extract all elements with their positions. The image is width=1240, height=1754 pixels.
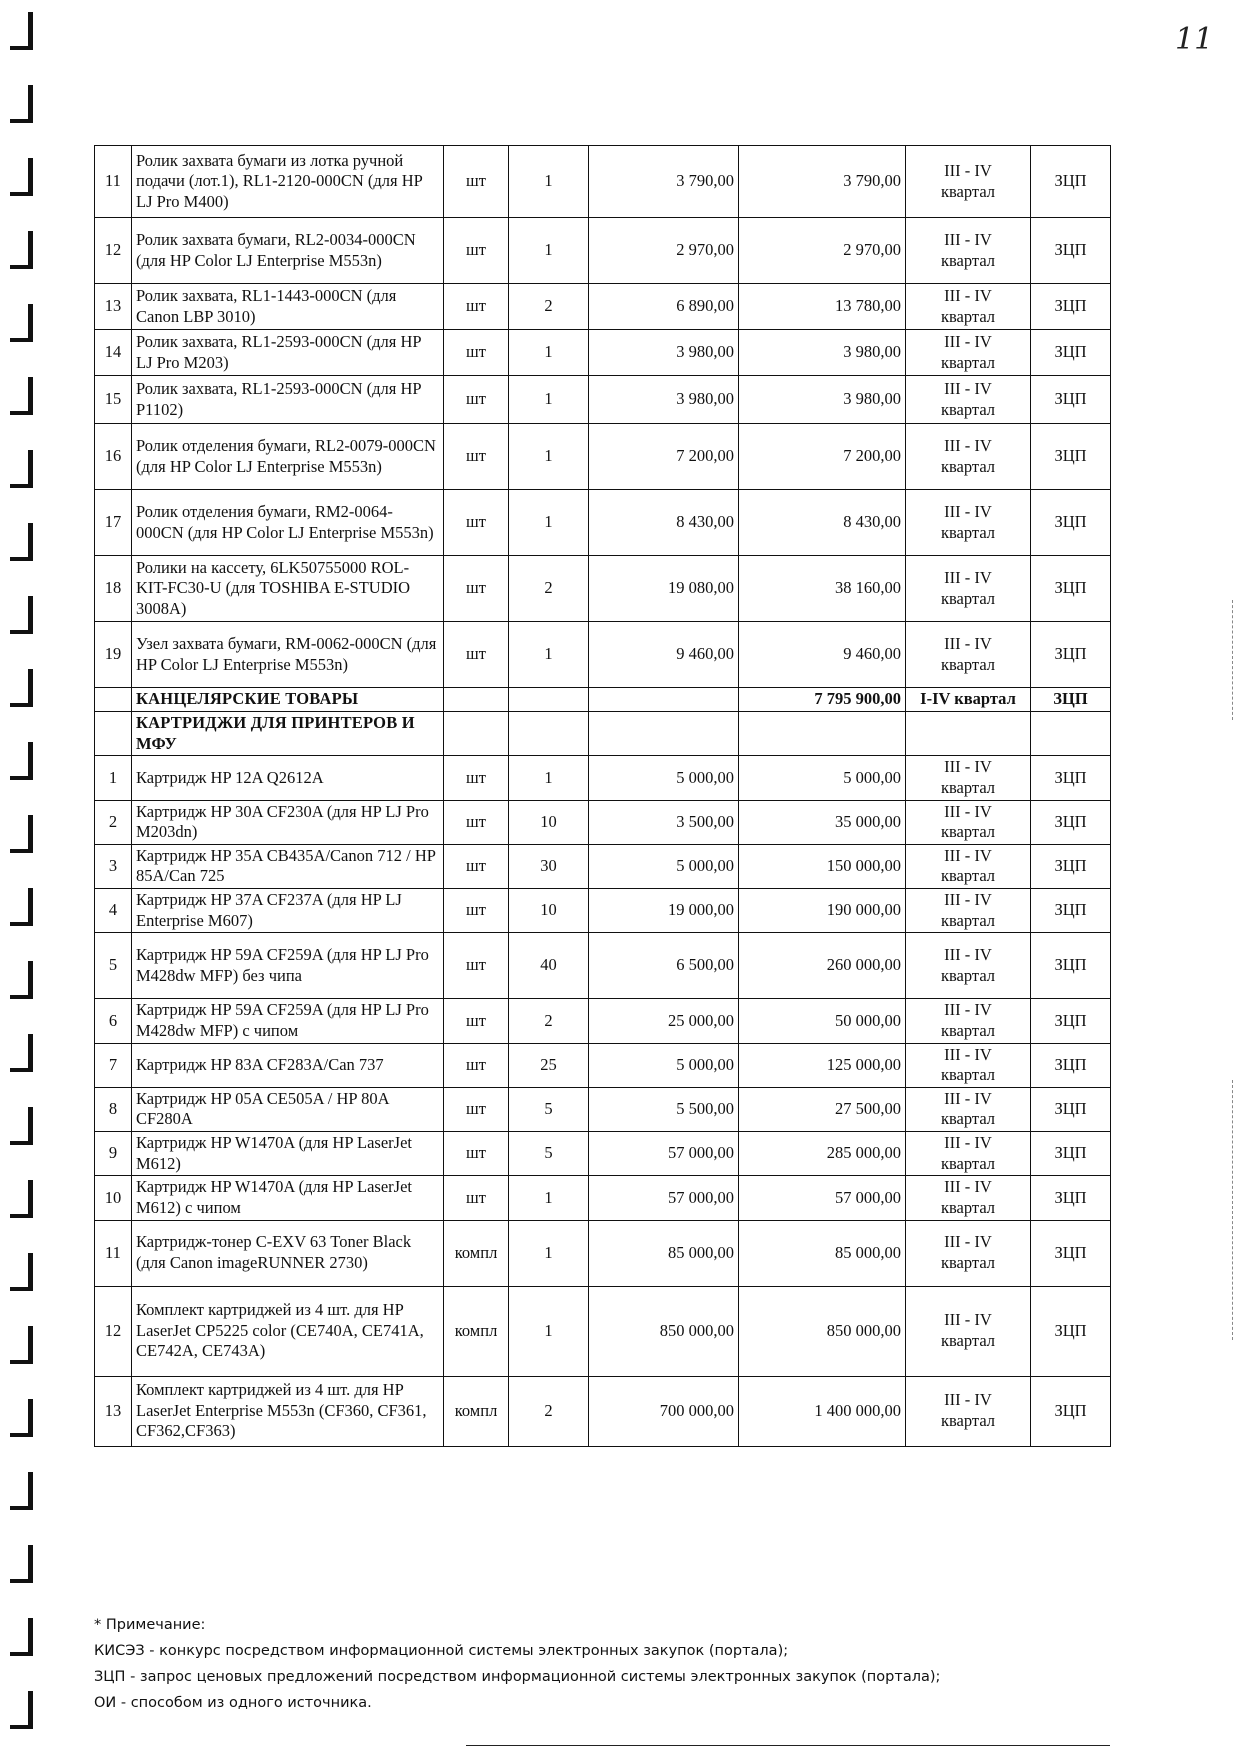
quantity: 1	[509, 146, 589, 218]
unit: шт	[444, 933, 509, 999]
row-number: 9	[95, 1132, 132, 1176]
scan-artifact	[1232, 1080, 1235, 1340]
table-row	[95, 330, 1111, 376]
period-line: квартал	[940, 1109, 996, 1129]
period-line: III - IV	[944, 378, 992, 398]
quantity: 1	[509, 622, 589, 688]
binding-mark	[10, 85, 33, 123]
item-name: КАНЦЕЛЯРСКИЕ ТОВАРЫ	[132, 688, 444, 712]
period	[906, 424, 1031, 490]
period	[906, 1286, 1031, 1376]
period-line: квартал	[940, 456, 996, 476]
period-line: квартал	[940, 1020, 996, 1040]
row-number	[95, 712, 132, 756]
unit-price: 6 890,00	[589, 284, 739, 330]
period-line: квартал	[940, 352, 996, 372]
quantity: 1	[509, 218, 589, 284]
item-name: Картридж HP 83A CF283A/Can 737	[132, 1043, 444, 1087]
period-line: III - IV	[944, 229, 992, 249]
binding-mark	[10, 158, 33, 196]
total-amount: 285 000,00	[739, 1132, 906, 1176]
notes-title: * Примечание:	[94, 1617, 206, 1633]
unit: шт	[444, 622, 509, 688]
unit: шт	[444, 1132, 509, 1176]
unit-price: 3 790,00	[589, 146, 739, 218]
unit-price: 25 000,00	[589, 999, 739, 1043]
period	[906, 376, 1031, 424]
item-name: КАРТРИДЖИ ДЛЯ ПРИНТЕРОВ И МФУ	[132, 712, 444, 756]
period-line: квартал	[940, 399, 996, 419]
period-line: квартал	[940, 1197, 996, 1217]
unit: шт	[444, 1043, 509, 1087]
page-number: 11	[1175, 22, 1214, 57]
binding-mark	[10, 12, 33, 50]
row-number	[95, 688, 132, 712]
procurement-method: ЗЦП	[1031, 218, 1111, 284]
row-number: 8	[95, 1087, 132, 1131]
quantity: 1	[509, 330, 589, 376]
unit-price: 850 000,00	[589, 1286, 739, 1376]
table-row	[95, 1132, 1111, 1176]
item-name: Ролик отделения бумаги, RL2-0079-000CN (для HP Color LJ Enterprise M553n)	[132, 424, 444, 490]
period	[906, 1220, 1031, 1286]
row-number: 6	[95, 999, 132, 1043]
unit-price: 5 000,00	[589, 1043, 739, 1087]
quantity: 30	[509, 844, 589, 888]
binding-mark	[10, 815, 33, 853]
table-row	[95, 556, 1111, 622]
item-name: Комплект картриджей из 4 шт. для HP LaserJet CP5225 color (CE740A, CE741A, CE742A, CE743A)	[132, 1286, 444, 1376]
row-number: 11	[95, 146, 132, 218]
total-amount: 260 000,00	[739, 933, 906, 999]
binding-mark	[10, 1691, 33, 1729]
procurement-method: ЗЦП	[1031, 424, 1111, 490]
total-amount: 35 000,00	[739, 800, 906, 844]
period-line: III - IV	[944, 1088, 992, 1108]
total-amount: 50 000,00	[739, 999, 906, 1043]
binding-mark	[10, 1472, 33, 1510]
table-row	[95, 218, 1111, 284]
quantity: 1	[509, 1176, 589, 1220]
quantity: 10	[509, 800, 589, 844]
period-line: квартал	[940, 910, 996, 930]
period-line: III - IV	[944, 945, 992, 965]
item-name: Картридж HP 37A CF237A (для HP LJ Enterprise M607)	[132, 889, 444, 933]
procurement-table	[94, 145, 1111, 1447]
period-line: квартал	[940, 522, 996, 542]
unit-price: 7 200,00	[589, 424, 739, 490]
procurement-method: ЗЦП	[1031, 330, 1111, 376]
scan-artifact	[1232, 600, 1235, 720]
binding-mark	[10, 961, 33, 999]
period	[906, 756, 1031, 800]
unit: шт	[444, 889, 509, 933]
procurement-method: ЗЦП	[1031, 1376, 1111, 1446]
period-line: квартал	[940, 306, 996, 326]
unit-price: 6 500,00	[589, 933, 739, 999]
unit-price	[589, 688, 739, 712]
unit-price: 3 980,00	[589, 330, 739, 376]
unit-price	[589, 712, 739, 756]
bottom-rule	[466, 1745, 1110, 1746]
unit: шт	[444, 1176, 509, 1220]
procurement-method	[1031, 712, 1111, 756]
unit: шт	[444, 284, 509, 330]
unit-price: 5 000,00	[589, 756, 739, 800]
period-line: III - IV	[944, 435, 992, 455]
quantity: 10	[509, 889, 589, 933]
total-amount: 38 160,00	[739, 556, 906, 622]
section-row	[95, 712, 1111, 756]
unit: шт	[444, 218, 509, 284]
total-amount: 125 000,00	[739, 1043, 906, 1087]
period	[906, 1087, 1031, 1131]
row-number: 2	[95, 800, 132, 844]
item-name: Ролики на кассету, 6LK50755000 ROL-KIT-FC30-U (для TOSHIBA E-STUDIO 3008A)	[132, 556, 444, 622]
total-amount: 190 000,00	[739, 889, 906, 933]
period	[906, 1376, 1031, 1446]
binding-mark	[10, 450, 33, 488]
period-line: квартал	[940, 654, 996, 674]
unit-price: 9 460,00	[589, 622, 739, 688]
table-row	[95, 756, 1111, 800]
row-number: 1	[95, 756, 132, 800]
unit: шт	[444, 756, 509, 800]
binding-mark	[10, 596, 33, 634]
period-line: III - IV	[944, 1310, 992, 1330]
procurement-method: ЗЦП	[1031, 933, 1111, 999]
item-name: Ролик захвата бумаги из лотка ручной подачи (лот.1), RL1-2120-000CN (для HP LJ Pro M400)	[132, 146, 444, 218]
unit: шт	[444, 376, 509, 424]
period-line: квартал	[940, 866, 996, 886]
procurement-method: ЗЦП	[1031, 1132, 1111, 1176]
unit-price: 700 000,00	[589, 1376, 739, 1446]
period	[906, 712, 1031, 756]
period	[906, 1132, 1031, 1176]
binding-mark	[10, 523, 33, 561]
row-number: 13	[95, 284, 132, 330]
procurement-method: ЗЦП	[1031, 376, 1111, 424]
item-name: Ролик захвата, RL1-2593-000CN (для HP P1102)	[132, 376, 444, 424]
total-amount: 5 000,00	[739, 756, 906, 800]
unit-price: 3 980,00	[589, 376, 739, 424]
total-amount: 3 980,00	[739, 376, 906, 424]
row-number: 11	[95, 1220, 132, 1286]
item-name: Картридж HP 05A CE505A / HP 80A CF280A	[132, 1087, 444, 1131]
binding-mark	[10, 304, 33, 342]
binding-mark	[10, 1180, 33, 1218]
procurement-method: ЗЦП	[1031, 844, 1111, 888]
period-line: I-IV квартал	[920, 689, 1016, 709]
quantity: 1	[509, 376, 589, 424]
period-line: III - IV	[944, 757, 992, 777]
total-amount: 57 000,00	[739, 1176, 906, 1220]
table-row	[95, 424, 1111, 490]
binding-mark	[10, 1107, 33, 1145]
period	[906, 284, 1031, 330]
table-row	[95, 1087, 1111, 1131]
period-line: III - IV	[944, 801, 992, 821]
period-line: III - IV	[944, 1232, 992, 1252]
item-name: Картридж HP W1470A (для HP LaserJet M612)	[132, 1132, 444, 1176]
table-row	[95, 284, 1111, 330]
table-row	[95, 889, 1111, 933]
quantity: 1	[509, 424, 589, 490]
total-amount: 2 970,00	[739, 218, 906, 284]
item-name: Картридж HP W1470A (для HP LaserJet M612) с чипом	[132, 1176, 444, 1220]
total-amount: 3 790,00	[739, 146, 906, 218]
period-line: квартал	[940, 588, 996, 608]
table-row	[95, 1043, 1111, 1087]
unit: компл	[444, 1376, 509, 1446]
note-kisez: КИСЭЗ - конкурс посредством информационной системы электронных закупок (портала);	[94, 1643, 789, 1659]
period-line: III - IV	[944, 1000, 992, 1020]
table-row	[95, 1376, 1111, 1446]
total-amount: 150 000,00	[739, 844, 906, 888]
unit: шт	[444, 999, 509, 1043]
period-line: квартал	[940, 965, 996, 985]
table-row	[95, 1220, 1111, 1286]
total-amount	[739, 712, 906, 756]
quantity: 25	[509, 1043, 589, 1087]
item-name: Картридж-тонер C-EXV 63 Toner Black (для Canon imageRUNNER 2730)	[132, 1220, 444, 1286]
period-line: III - IV	[944, 1390, 992, 1410]
period	[906, 330, 1031, 376]
item-name: Картридж HP 12A Q2612A	[132, 756, 444, 800]
total-amount: 27 500,00	[739, 1087, 906, 1131]
period-line: квартал	[940, 250, 996, 270]
procurement-method: ЗЦП	[1031, 688, 1111, 712]
item-name: Картридж HP 59A CF259A (для HP LJ Pro M428dw MFP) с чипом	[132, 999, 444, 1043]
table-row	[95, 800, 1111, 844]
procurement-method: ЗЦП	[1031, 622, 1111, 688]
section-row	[95, 688, 1111, 712]
quantity	[509, 688, 589, 712]
period	[906, 889, 1031, 933]
row-number: 7	[95, 1043, 132, 1087]
procurement-method: ЗЦП	[1031, 1043, 1111, 1087]
unit: шт	[444, 146, 509, 218]
period-line: квартал	[940, 1065, 996, 1085]
total-amount: 7 795 900,00	[739, 688, 906, 712]
note-oi: ОИ - способом из одного источника.	[94, 1695, 372, 1711]
unit: компл	[444, 1286, 509, 1376]
period	[906, 218, 1031, 284]
table-row	[95, 376, 1111, 424]
procurement-method: ЗЦП	[1031, 146, 1111, 218]
unit: шт	[444, 424, 509, 490]
unit-price: 8 430,00	[589, 490, 739, 556]
quantity: 40	[509, 933, 589, 999]
table-row	[95, 1286, 1111, 1376]
quantity: 2	[509, 999, 589, 1043]
period	[906, 622, 1031, 688]
row-number: 17	[95, 490, 132, 556]
procurement-method: ЗЦП	[1031, 1176, 1111, 1220]
row-number: 14	[95, 330, 132, 376]
row-number: 16	[95, 424, 132, 490]
row-number: 12	[95, 1286, 132, 1376]
period-line: квартал	[940, 181, 996, 201]
item-name: Картридж HP 35A CB435A/Canon 712 / HP 85A/Can 725	[132, 844, 444, 888]
period	[906, 999, 1031, 1043]
unit-price: 5 500,00	[589, 1087, 739, 1131]
quantity: 2	[509, 1376, 589, 1446]
binding-mark	[10, 1326, 33, 1364]
unit-price: 57 000,00	[589, 1132, 739, 1176]
item-name: Ролик отделения бумаги, RM2-0064-000CN (для HP Color LJ Enterprise M553n)	[132, 490, 444, 556]
table-row	[95, 999, 1111, 1043]
quantity: 2	[509, 284, 589, 330]
unit: компл	[444, 1220, 509, 1286]
binding-mark	[10, 377, 33, 415]
binding-mark	[10, 888, 33, 926]
period-line: квартал	[940, 1253, 996, 1272]
procurement-method: ЗЦП	[1031, 284, 1111, 330]
total-amount: 850 000,00	[739, 1286, 906, 1376]
period	[906, 146, 1031, 218]
unit: шт	[444, 1087, 509, 1131]
period	[906, 490, 1031, 556]
procurement-method: ЗЦП	[1031, 1087, 1111, 1131]
item-name: Узел захвата бумаги, RM-0062-000CN (для HP Color LJ Enterprise M553n)	[132, 622, 444, 688]
row-number: 13	[95, 1376, 132, 1446]
period-line: III - IV	[944, 331, 992, 351]
item-name: Картридж HP 30A CF230A (для HP LJ Pro M203dn)	[132, 800, 444, 844]
period	[906, 688, 1031, 712]
total-amount: 13 780,00	[739, 284, 906, 330]
period-line: III - IV	[944, 285, 992, 305]
row-number: 3	[95, 844, 132, 888]
notes	[94, 1612, 940, 1716]
period	[906, 800, 1031, 844]
row-number: 4	[95, 889, 132, 933]
unit: шт	[444, 556, 509, 622]
period	[906, 556, 1031, 622]
unit: шт	[444, 330, 509, 376]
period	[906, 844, 1031, 888]
procurement-method: ЗЦП	[1031, 1220, 1111, 1286]
binding-mark	[10, 1034, 33, 1072]
quantity: 1	[509, 1220, 589, 1286]
total-amount: 85 000,00	[739, 1220, 906, 1286]
binding-mark	[10, 1545, 33, 1583]
unit-price: 19 000,00	[589, 889, 739, 933]
binding-mark	[10, 1399, 33, 1437]
binding-mark	[10, 669, 33, 707]
binding-mark	[10, 742, 33, 780]
quantity	[509, 712, 589, 756]
unit-price: 57 000,00	[589, 1176, 739, 1220]
binding-mark	[10, 1253, 33, 1291]
unit: шт	[444, 800, 509, 844]
item-name: Ролик захвата бумаги, RL2-0034-000CN (для HP Color LJ Enterprise M553n)	[132, 218, 444, 284]
table-row	[95, 844, 1111, 888]
period	[906, 1176, 1031, 1220]
row-number: 10	[95, 1176, 132, 1220]
table-row	[95, 1176, 1111, 1220]
quantity: 2	[509, 556, 589, 622]
period-line: квартал	[940, 1411, 996, 1430]
total-amount: 7 200,00	[739, 424, 906, 490]
row-number: 15	[95, 376, 132, 424]
period-line: квартал	[940, 1331, 996, 1350]
total-amount: 8 430,00	[739, 490, 906, 556]
procurement-method: ЗЦП	[1031, 1286, 1111, 1376]
period-line: III - IV	[944, 890, 992, 909]
period-line: квартал	[940, 777, 996, 797]
table-row	[95, 933, 1111, 999]
row-number: 19	[95, 622, 132, 688]
period-line: III - IV	[944, 160, 992, 180]
procurement-method: ЗЦП	[1031, 556, 1111, 622]
period	[906, 933, 1031, 999]
unit: шт	[444, 490, 509, 556]
period	[906, 1043, 1031, 1087]
item-name: Ролик захвата, RL1-1443-000CN (для Canon LBP 3010)	[132, 284, 444, 330]
unit	[444, 688, 509, 712]
period-line: III - IV	[944, 1177, 992, 1197]
quantity: 5	[509, 1087, 589, 1131]
quantity: 1	[509, 490, 589, 556]
period-line: III - IV	[944, 567, 992, 587]
table-row	[95, 146, 1111, 218]
quantity: 1	[509, 1286, 589, 1376]
table-row	[95, 490, 1111, 556]
total-amount: 3 980,00	[739, 330, 906, 376]
binding-mark	[10, 1618, 33, 1656]
unit: шт	[444, 844, 509, 888]
period-line: III - IV	[944, 633, 992, 653]
quantity: 1	[509, 756, 589, 800]
unit-price: 5 000,00	[589, 844, 739, 888]
procurement-method: ЗЦП	[1031, 999, 1111, 1043]
note-zcp: ЗЦП - запрос ценовых предложений посредством информационной системы электронных закупок (портала);	[94, 1669, 941, 1685]
unit-price: 2 970,00	[589, 218, 739, 284]
unit-price: 19 080,00	[589, 556, 739, 622]
period-line: III - IV	[944, 1044, 992, 1064]
total-amount: 9 460,00	[739, 622, 906, 688]
binding-mark	[10, 231, 33, 269]
unit-price: 85 000,00	[589, 1220, 739, 1286]
row-number: 12	[95, 218, 132, 284]
procurement-method: ЗЦП	[1031, 889, 1111, 933]
item-name: Ролик захвата, RL1-2593-000CN (для HP LJ Pro M203)	[132, 330, 444, 376]
item-name: Комплект картриджей из 4 шт. для HP LaserJet Enterprise M553n (CF360, CF361, CF362,CF363)	[132, 1376, 444, 1446]
unit-price: 3 500,00	[589, 800, 739, 844]
period-line: III - IV	[944, 845, 992, 865]
quantity: 5	[509, 1132, 589, 1176]
row-number: 18	[95, 556, 132, 622]
procurement-method: ЗЦП	[1031, 800, 1111, 844]
table-row	[95, 622, 1111, 688]
total-amount: 1 400 000,00	[739, 1376, 906, 1446]
item-name: Картридж HP 59A CF259A (для HP LJ Pro M428dw MFP) без чипа	[132, 933, 444, 999]
binding-marks	[0, 0, 40, 1754]
procurement-method: ЗЦП	[1031, 490, 1111, 556]
period-line: квартал	[940, 1153, 996, 1173]
unit	[444, 712, 509, 756]
row-number: 5	[95, 933, 132, 999]
procurement-method: ЗЦП	[1031, 756, 1111, 800]
period-line: III - IV	[944, 1133, 992, 1152]
period-line: квартал	[940, 822, 996, 842]
period-line: III - IV	[944, 501, 992, 521]
